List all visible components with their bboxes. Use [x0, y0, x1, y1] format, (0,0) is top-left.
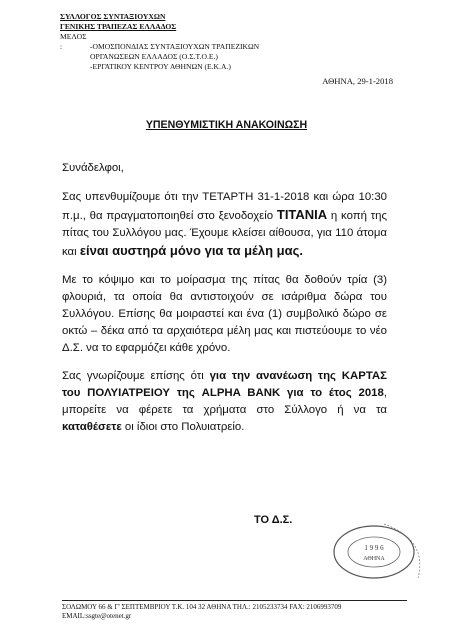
association-stamp [328, 520, 440, 584]
bank-name: ΓΕΝΙΚΗΣ ΤΡΑΠΕΖΑΣ ΕΛΛΑΔΟΣ [60, 22, 177, 31]
footer-email: EMAIL:ssgte@otenet.gr [62, 612, 132, 620]
hotel-name: TITANIA [276, 207, 328, 222]
paragraph-gifts: Με το κόψιμο και το μοίρασμα της πίτας θα δοθούν τρία (3) φλουριά, τα οποία θα αντιστοιχούν σε ισάριθμα δώρα του Συλλόγου. Επίσης θα μοιραστεί και ένα (1) συμβολικό δώρο σε οκτώ – δέκα από τα αρχαιότερα μέλη μας και πιστεύουμε το νέο Δ.Σ. να το εφαρμόζει κάθε χρόνο. [62, 274, 387, 354]
card-renewal-highlight: για την ανανέωση της ΚΑΡΤΑΣ του ΠΟΛΥΙΑΤΡΕΙΟΥ της ALPHA BANK για το έτος 2018 [62, 370, 387, 399]
document-date: ΑΘΗΝΑ, 29-1-2018 [322, 76, 393, 86]
footer-divider [62, 600, 407, 601]
stamp-city: ΑΘΗΝΑ [363, 556, 385, 562]
stamp-year: 1 9 9 6 [364, 544, 384, 552]
footer-address: ΣΟΛΩΜΟΥ 66 & Γ' ΣΕΠΤΕΜΒΡΙΟΥ Τ.Κ. 104 32 ΑΘΗΝΑ ΤΗΛ.: 2105233734 FAX: 2106993709 [62, 603, 342, 611]
paragraph-card-renewal: Σας γνωρίζουμε επίσης ότι για την ανανέωση της ΚΑΡΤΑΣ του ΠΟΛΥΙΑΤΡΕΙΟΥ της ALPHA BANK για το έτος 2018, μπορείτε να φέρετε τα χρήματα στο Σύλλογο ή να τα καταθέσετε οι ίδιοι στο Πολυιατρείο. [62, 370, 387, 433]
document-title: ΥΠΕΝΘΥΜΙΣΤΙΚΗ ΑΝΑΚΟΙΝΩΣΗ [145, 119, 308, 131]
members-only-note: είναι αυστηρά μόνο για τα μέλη μας. [79, 243, 303, 258]
document-body [62, 160, 387, 436]
organization-name: ΣΥΛΛΟΓΟΣ ΣΥΝΤΑΞΙΟΥΧΩΝ [60, 12, 166, 21]
membership-line-1 [60, 32, 259, 52]
member-label: ΜΕΛΟΣ : [60, 32, 87, 51]
member-federation-cont: ΟΡΓΑΝΩΣΕΩΝ ΕΛΛΑΔΟΣ (Ο.Σ.Τ.Ο.Ε.) [90, 52, 218, 61]
member-labour-centre: -ΕΡΓΑΤΙΚΟΥ ΚΕΝΤΡΟΥ ΑΘΗΝΩΝ (Ε.Κ.Α.) [90, 62, 231, 71]
paragraph-event: Σας υπενθυμίζουμε ότι την ΤΕΤΑΡΤΗ 31-1-2018 και ώρα 10:30 π.μ., θα πραγματοποιηθεί στο ξενοδοχείο TITANIA η κοπή της πίτας του Συλλόγου μας. Έχουμε κλείσει αίθουσα, για 110 άτομα και είναι αυστηρά μόνο για τα μέλη μας. [62, 191, 387, 258]
deposit-highlight: καταθέσετε [62, 421, 122, 433]
signature-board: ΤΟ Δ.Σ. [254, 514, 293, 526]
letterhead [60, 12, 259, 72]
member-federation: -ΟΜΟΣΠΟΝΔΙΑΣ ΣΥΝΤΑΞΙΟΥΧΩΝ ΤΡΑΠΕΖΙΚΩΝ [90, 42, 260, 51]
greeting: Συνάδελφοι, [62, 162, 124, 174]
footer [62, 600, 407, 621]
